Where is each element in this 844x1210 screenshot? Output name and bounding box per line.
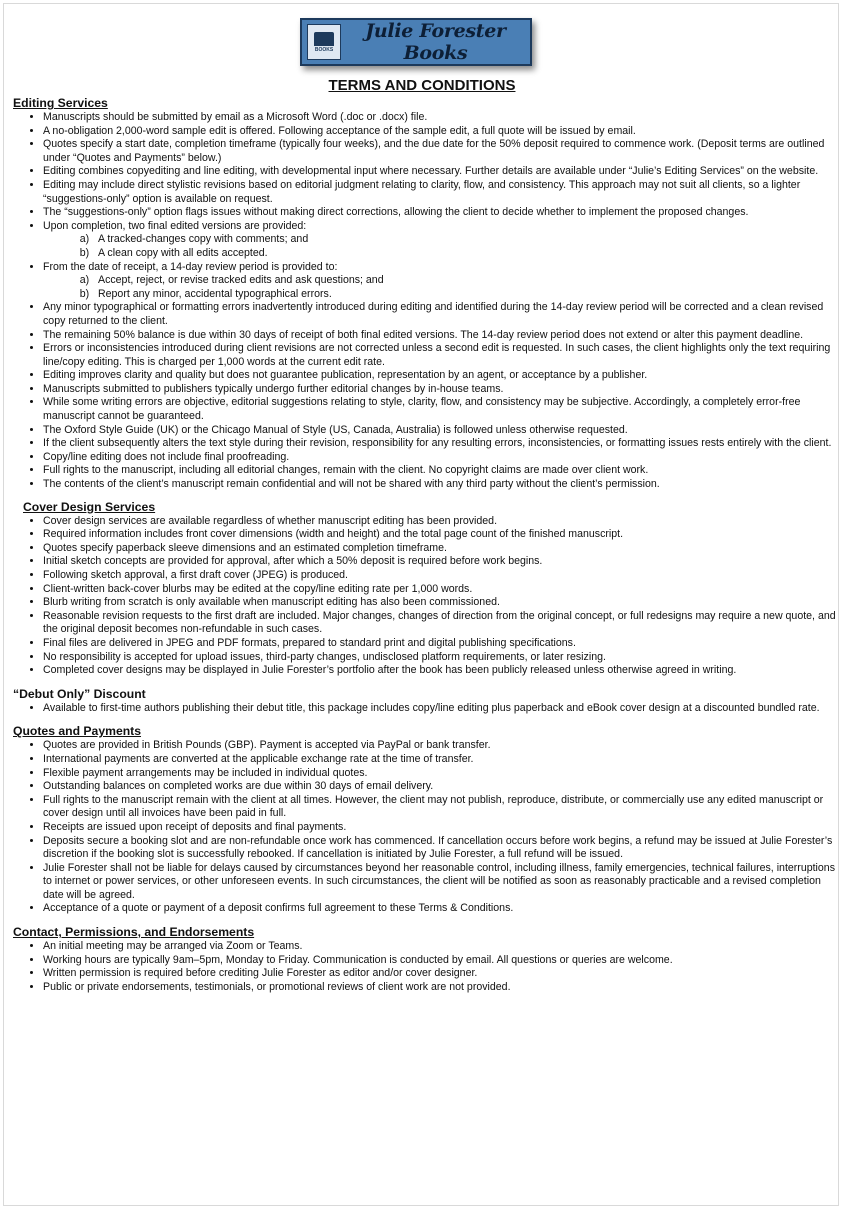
- list-item: [43, 220, 839, 261]
- list-item: • International payments are converted at the applicable exchange rate at the time of transfer.: [43, 753, 839, 767]
- review-sublist: [43, 274, 839, 301]
- list-item: • Final files are delivered in JPEG and PDF formats, prepared to standard print and digital publishing specifications.: [43, 637, 839, 651]
- list-item: • No responsibility is accepted for upload issues, third-party changes, undisclosed platform requirements, or later resizing.: [43, 651, 839, 665]
- list-item: • Editing may include direct stylistic revisions based on editorial judgment relating to clarity, flow, and consistency. This approach may not suit all clients, so a lighter “suggestions-only” option is available on request.: [43, 179, 839, 206]
- logo-text: Julie Forester Books: [365, 20, 506, 64]
- list-item: • Any minor typographical or formatting errors inadvertently introduced during editing and identified during the 14-day review period will be corrected and a clean revised copy returned to the client.: [43, 301, 839, 328]
- cover-list: [13, 515, 839, 678]
- list-item: • Initial sketch concepts are provided for approval, after which a 50% deposit is required before work begins.: [43, 555, 839, 569]
- list-item: • If the client subsequently alters the text style during their revision, responsibility for any resulting errors, inconsistencies, or formatting issues rests entirely with the client.: [43, 437, 839, 451]
- list-item: • Manuscripts should be submitted by email as a Microsoft Word (.doc or .docx) file.: [43, 111, 839, 125]
- list-item: • Editing improves clarity and quality but does not guarantee publication, representation by an agent, or acceptance by a publisher.: [43, 369, 839, 383]
- section-heading-contact: Contact, Permissions, and Endorsements: [13, 925, 255, 940]
- list-item: • Required information includes front cover dimensions (width and height) and the total page count of the finished manuscript.: [43, 528, 839, 542]
- list-item: • Errors or inconsistencies introduced during client revisions are not corrected unless a second edit is requested. In such cases, the client highlights only the text requiring line/copy editing. This is charged per 1,000 words at the current edit rate.: [43, 342, 839, 369]
- contact-list: [13, 940, 839, 994]
- list-item: • Written permission is required before crediting Julie Forester as editor and/or cover designer.: [43, 967, 839, 981]
- list-item: • Blurb writing from scratch is only available when manuscript editing has also been commissioned.: [43, 596, 839, 610]
- section-heading-debut: “Debut Only” Discount: [13, 686, 146, 701]
- list-item: • Quotes are provided in British Pounds (GBP). Payment is accepted via PayPal or bank transfer.: [43, 739, 839, 753]
- list-item: • Completed cover designs may be displayed in Julie Forester’s portfolio after the book has been publicly released unless otherwise agreed in writing.: [43, 664, 839, 678]
- list-item: • Cover design services are available regardless of whether manuscript editing has been provided.: [43, 515, 839, 529]
- list-item: • The remaining 50% balance is due within 30 days of receipt of both final edited versions. The 14-day review period does not extend or alter this payment deadline.: [43, 329, 839, 343]
- list-item: • Available to first-time authors publishing their debut title, this package includes copy/line editing plus paperback and eBook cover design at a discounted bundled rate.: [43, 702, 839, 716]
- list-item: • Full rights to the manuscript, including all editorial changes, remain with the client. No copyright claims are made over client work.: [43, 464, 839, 478]
- list-item: • The contents of the client’s manuscript remain confidential and will not be shared with any third party without the client’s permission.: [43, 478, 839, 492]
- review-text: From the date of receipt, a 14-day review period is provided to:: [43, 260, 338, 273]
- page-title: TERMS AND CONDITIONS: [328, 77, 516, 94]
- brand-logo: [300, 18, 532, 66]
- completion-sublist: [43, 233, 839, 260]
- terms-content: [13, 96, 839, 994]
- list-item: • A no-obligation 2,000-word sample edit is offered. Following acceptance of the sample edit, a full quote will be issued by email.: [43, 125, 839, 139]
- list-item: • While some writing errors are objective, editorial suggestions relating to style, clarity, flow, and consistency may be subjective. Accordingly, a completely error-free manuscript cannot be guaranteed.: [43, 396, 839, 423]
- list-item: • Outstanding balances on completed works are due within 30 days of email delivery.: [43, 780, 839, 794]
- list-item: • The Oxford Style Guide (UK) or the Chicago Manual of Style (US, Canada, Australia) is followed unless otherwise requested.: [43, 424, 839, 438]
- list-item: • An initial meeting may be arranged via Zoom or Teams.: [43, 940, 839, 954]
- list-item: • Public or private endorsements, testimonials, or promotional reviews of client work are not provided.: [43, 981, 839, 995]
- sub-list-item: a. Accept, reject, or revise tracked edits and ask questions; and: [98, 274, 839, 288]
- list-item: • Flexible payment arrangements may be included in individual quotes.: [43, 767, 839, 781]
- list-item: • Receipts are issued upon receipt of deposits and final payments.: [43, 821, 839, 835]
- list-item: • Quotes specify a start date, completion timeframe (typically four weeks), and the due date for the 50% deposit required to commence work. (Deposit terms are outlined under “Quotes and Payments” below.): [43, 138, 839, 165]
- list-item: • Reasonable revision requests to the first draft are included. Major changes, changes of direction from the original concept, or full redesigns may require a new quote, and the original deposit becomes non-refundable in such cases.: [43, 610, 839, 637]
- section-heading-quotes: Quotes and Payments: [13, 724, 142, 739]
- list-item: • Deposits secure a booking slot and are non-refundable once work has commenced. If cancellation occurs before work begins, a refund may be issued at Julie Forester’s discretion if the booking slot is successfully rebooked. If cancellation is initiated by Julie Forester, a full refund will be issued.: [43, 835, 839, 862]
- list-item: [43, 261, 839, 302]
- book-icon: BOOKS: [307, 24, 341, 60]
- list-item: • Acceptance of a quote or payment of a deposit confirms full agreement to these Terms & Conditions.: [43, 902, 839, 916]
- quotes-list: [13, 739, 839, 916]
- editing-list: [13, 111, 839, 492]
- list-item: • Full rights to the manuscript remain with the client at all times. However, the client may not publish, reproduce, distribute, or commercially use any edited manuscript or cover design until all invoices have been paid in full.: [43, 794, 839, 821]
- list-item: • Editing combines copyediting and line editing, with developmental input where necessary. Further details are available under “Julie’s Editing Services” on the website.: [43, 165, 839, 179]
- section-heading-cover: Cover Design Services: [23, 499, 156, 514]
- section-heading-editing: Editing Services: [13, 96, 108, 110]
- list-item: • Client-written back-cover blurbs may be edited at the copy/line editing rate per 1,000 words.: [43, 583, 839, 597]
- list-item: • The “suggestions-only” option flags issues without making direct corrections, allowing the client to decide whether to implement the proposed changes.: [43, 206, 839, 220]
- list-item: • Manuscripts submitted to publishers typically undergo further editorial changes by in-house teams.: [43, 383, 839, 397]
- list-item: • Following sketch approval, a first draft cover (JPEG) is produced.: [43, 569, 839, 583]
- sub-list-item: b. A clean copy with all edits accepted.: [98, 247, 839, 261]
- list-item: • Julie Forester shall not be liable for delays caused by circumstances beyond her reasonable control, including illness, family emergencies, technical failures, interruptions to internet or power services, or other unforeseen events. In such circumstances, the client will be notified as soon as reasonably practicable and a revised completion date will be agreed.: [43, 862, 839, 903]
- list-item: • Copy/line editing does not include final proofreading.: [43, 451, 839, 465]
- completion-text: Upon completion, two final edited versions are provided:: [43, 219, 307, 232]
- sub-list-item: a. A tracked-changes copy with comments; and: [98, 233, 839, 247]
- list-item: • Working hours are typically 9am–5pm, Monday to Friday. Communication is conducted by email. All questions or queries are welcome.: [43, 954, 839, 968]
- sub-list-item: b. Report any minor, accidental typographical errors.: [98, 288, 839, 302]
- debut-list: [13, 702, 839, 716]
- list-item: • Quotes specify paperback sleeve dimensions and an estimated completion timeframe.: [43, 542, 839, 556]
